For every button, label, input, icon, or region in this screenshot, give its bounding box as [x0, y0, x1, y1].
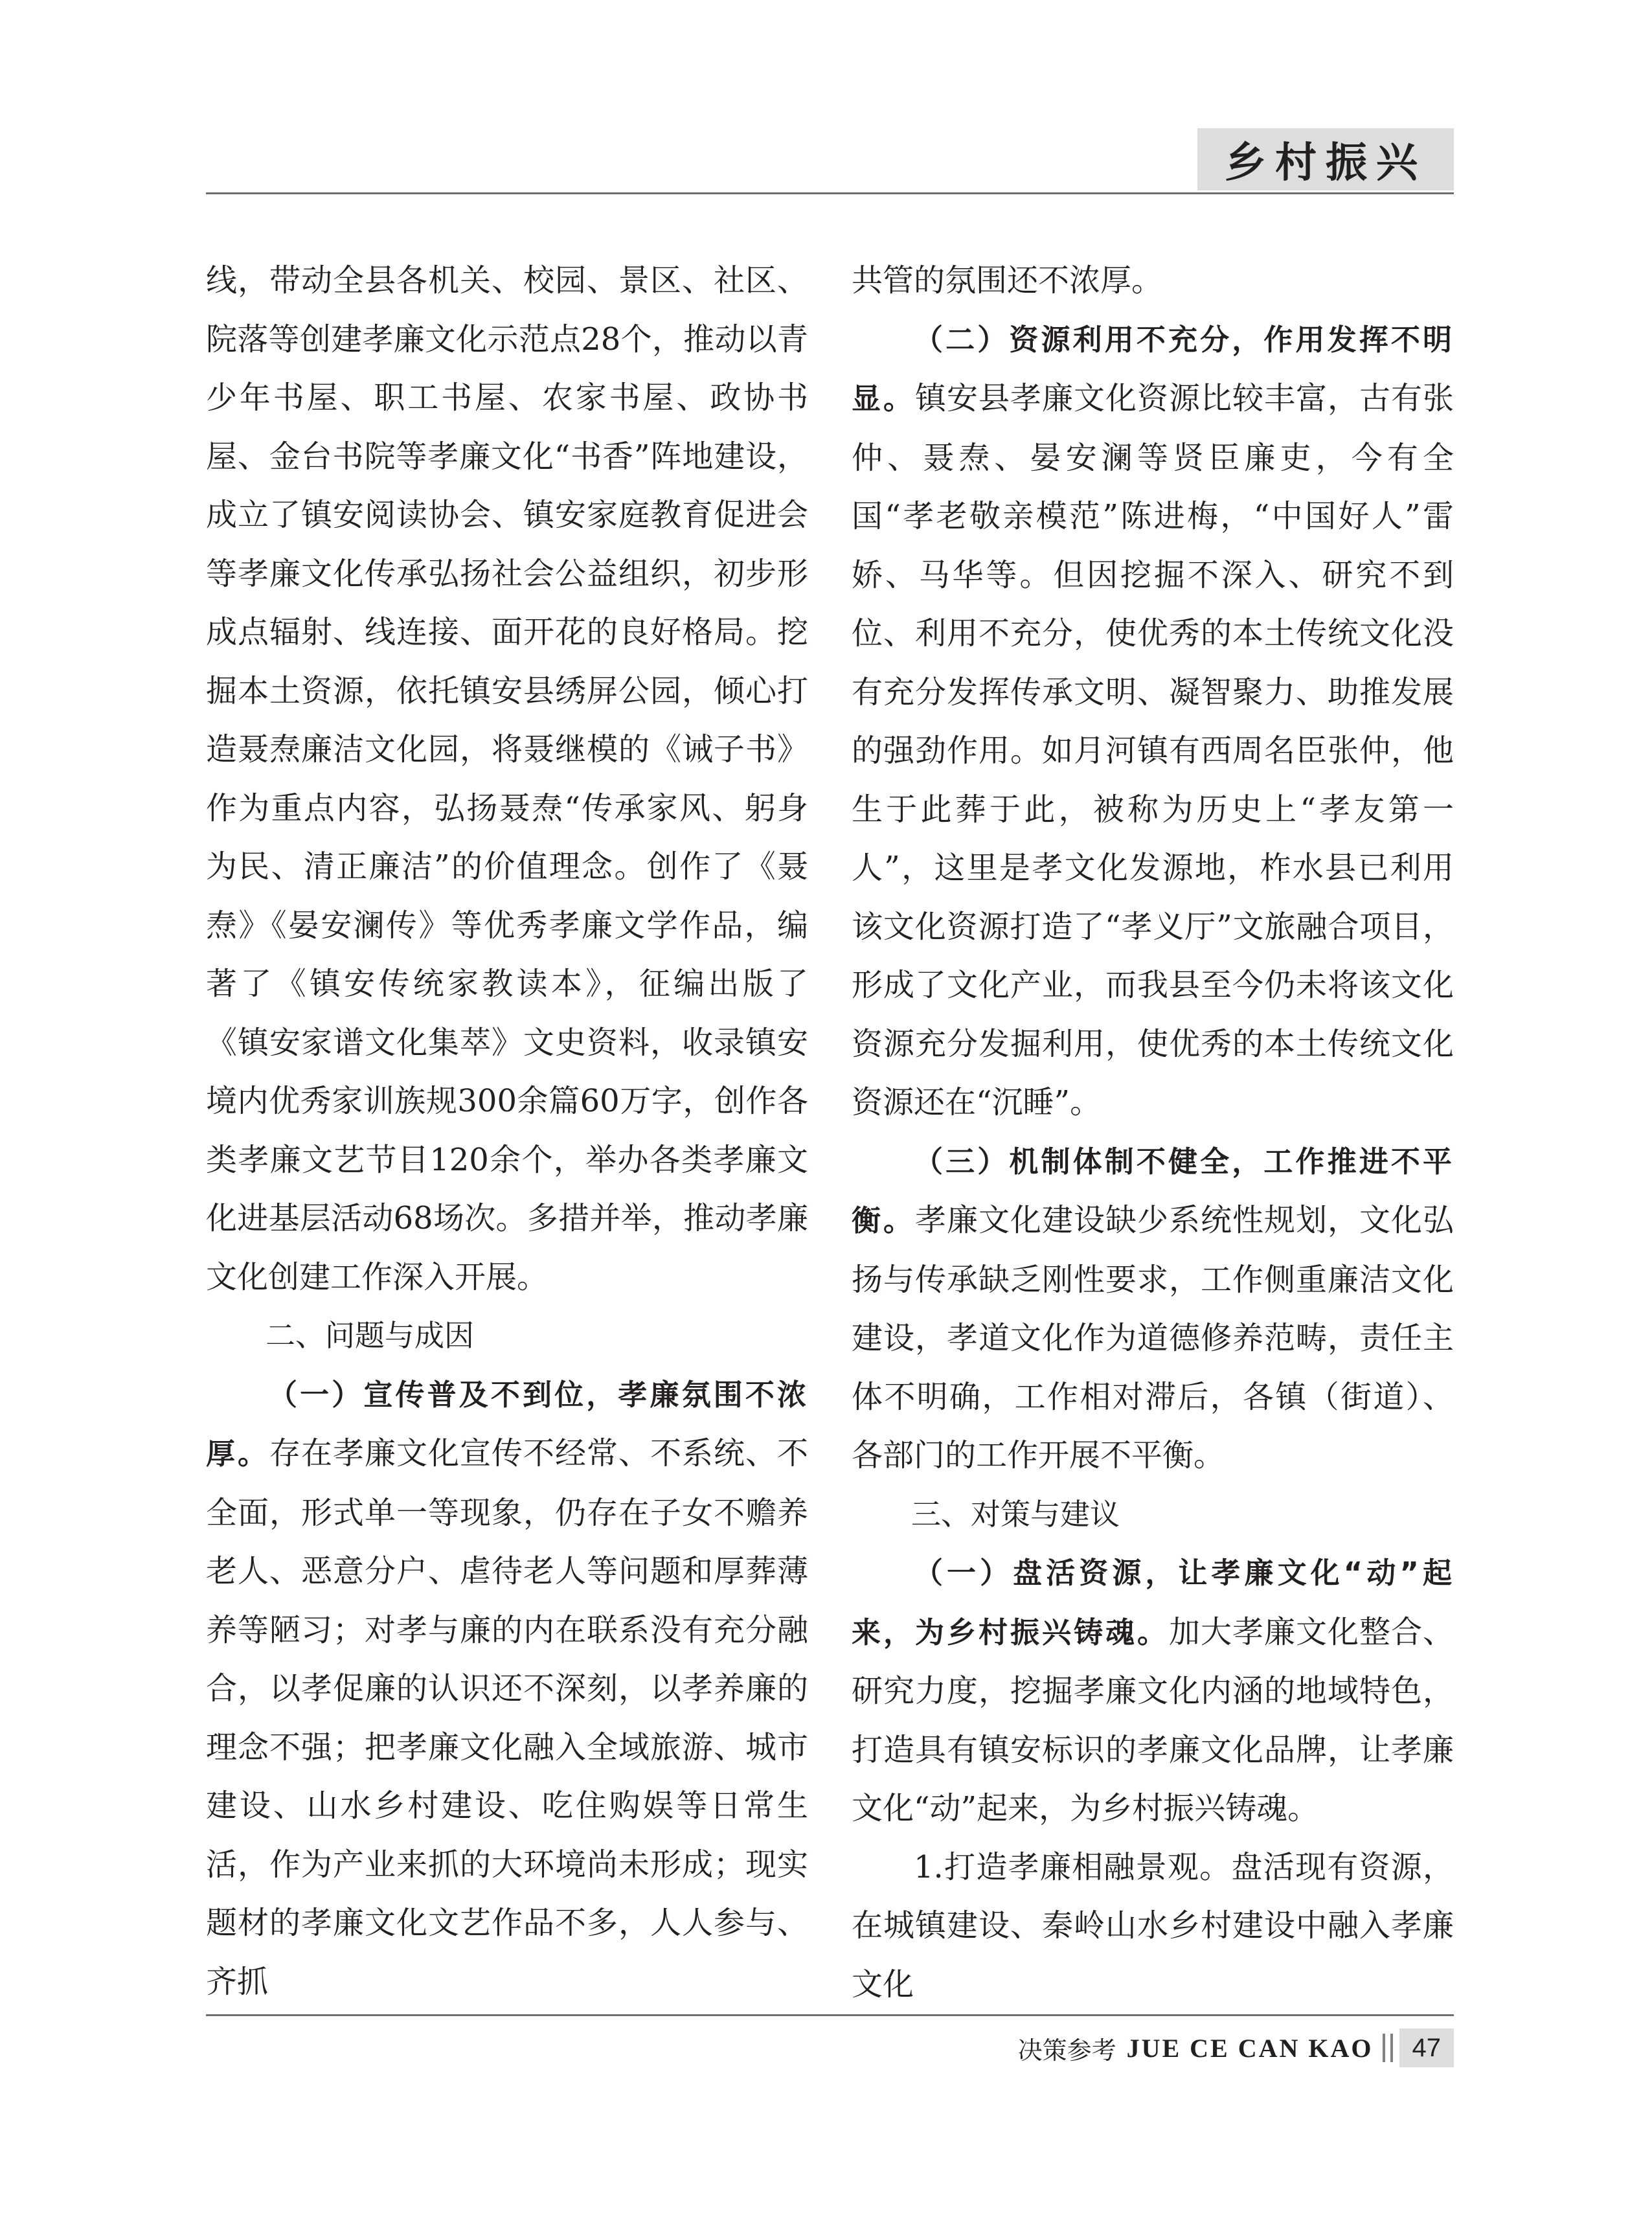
- subsection-title: （三）机制体制不健全，工作推进不平衡。: [852, 1144, 1454, 1238]
- paragraph-body: 存在孝廉文化宣传不经常、不系统、不全面，形式单一等现象，仍存在子女不赡养老人、恶意分户、虐待老人等问题和厚葬薄养等陋习；对孝与廉的内在联系没有充分融合，以孝促廉的认识还不深刻，以孝养廉的理念不强；把孝廉文化融入全域旅游、城市建设、山水乡村建设、吃住购娱等日常生活，作为产业来抓的大环境尚未形成；现实题材的孝廉文化文艺作品不多，人人参与、齐抓: [206, 1435, 808, 2000]
- page-footer: [1018, 2025, 1454, 2071]
- paragraph-body: 加大孝廉文化整合、研究力度，挖掘孝廉文化内涵的地域特色，打造具有镇安标识的孝廉文化品牌，让孝廉文化“动”起来，为乡村振兴铸魂。: [852, 1613, 1454, 1826]
- paragraph-body: 镇安县孝廉文化资源比较丰富，古有张仲、聂焘、晏安澜等贤臣廉吏，今有全国“孝老敬亲模范”陈进梅，“中国好人”雷娇、马华等。但因挖掘不深入、研究不到位、利用不充分，使优秀的本土传统文化没有充分发挥传承文明、凝智聚力、助推发展的强劲作用。如月河镇有西周名臣张仲，他生于此葬于此，被称为历史上“孝友第一人”，这里是孝文化发源地，柞水县已利用该文化资源打造了“孝义厅”文旅融合项目，形成了文化产业，而我县至今仍未将该文化资源充分发掘利用，使优秀的本土传统文化资源还在“沉睡”。: [852, 380, 1454, 1120]
- section-heading: 三、对策与建议: [911, 1496, 1120, 1532]
- journal-name-en: JUE CE CAN KAO: [1126, 2033, 1374, 2063]
- paragraph: 1.打造孝廉相融景观。盘活现有资源，在城镇建设、秦岭山水乡村建设中融入孝廉文化: [852, 1848, 1454, 2003]
- left-column: [206, 251, 808, 2011]
- journal-name-cn: 决策参考: [1017, 2036, 1116, 2065]
- paragraph: [852, 310, 1454, 1132]
- subsection-title: （二）资源利用不充分，作用发挥不明显。: [852, 322, 1454, 416]
- footer-rule: [206, 2014, 1454, 2016]
- paragraph: [852, 1543, 1454, 1838]
- paragraph: [852, 1132, 1454, 1485]
- header-rule: [206, 192, 1454, 194]
- section-heading: 二、问题与成因: [266, 1318, 474, 1353]
- paragraph-body: 孝廉文化建设缺少系统性规划，文化弘扬与传承缺乏刚性要求，工作侧重廉洁文化建设，孝道文化作为道德修养范畴，责任主体不明确，工作相对滞后，各镇（街道）、各部门的工作开展不平衡。: [852, 1202, 1454, 1473]
- section-tag: [1197, 128, 1454, 190]
- right-column: [852, 251, 1454, 2014]
- page-number: 47: [1399, 2028, 1454, 2067]
- section-title: 乡村振兴: [1225, 139, 1427, 187]
- subsection-title: （一）盘活资源，让孝廉文化“动”起来，为乡村振兴铸魂。: [852, 1556, 1454, 1650]
- subsection-title: （一）宣传普及不到位，孝廉氛围不浓厚。: [206, 1377, 808, 1471]
- paragraph: 线，带动全县各机关、校园、景区、社区、院落等创建孝廉文化示范点28个，推动以青少年书屋、职工书屋、农家书屋、政协书屋、金台书院等孝廉文化“书香”阵地建设，成立了镇安阅读协会、镇安家庭教育促进会等孝廉文化传承弘扬社会公益组织，初步形成点辐射、线连接、面开花的良好格局。挖掘本土资源，依托镇安县绣屏公园，倾心打造聂焘廉洁文化园，将聂继模的《诫子书》作为重点内容，弘扬聂焘“传承家风、躬身为民、清正廉洁”的价值理念。创作了《聂焘》《晏安澜传》等优秀孝廉文学作品，编著了《镇安传统家教读本》，征编出版了《镇安家谱文化集萃》文史资料，收录镇安境内优秀家训族规300余篇60万字，创作各类孝廉文艺节目120余个，举办各类孝廉文化进基层活动68场次。多措并举，推动孝廉文化创建工作深入开展。: [206, 262, 808, 1295]
- footer-separator: [1383, 2034, 1385, 2062]
- paragraph: [206, 1365, 808, 2012]
- footer-separator: [1390, 2034, 1393, 2062]
- paragraph: 共管的氛围还不浓厚。: [852, 262, 1163, 299]
